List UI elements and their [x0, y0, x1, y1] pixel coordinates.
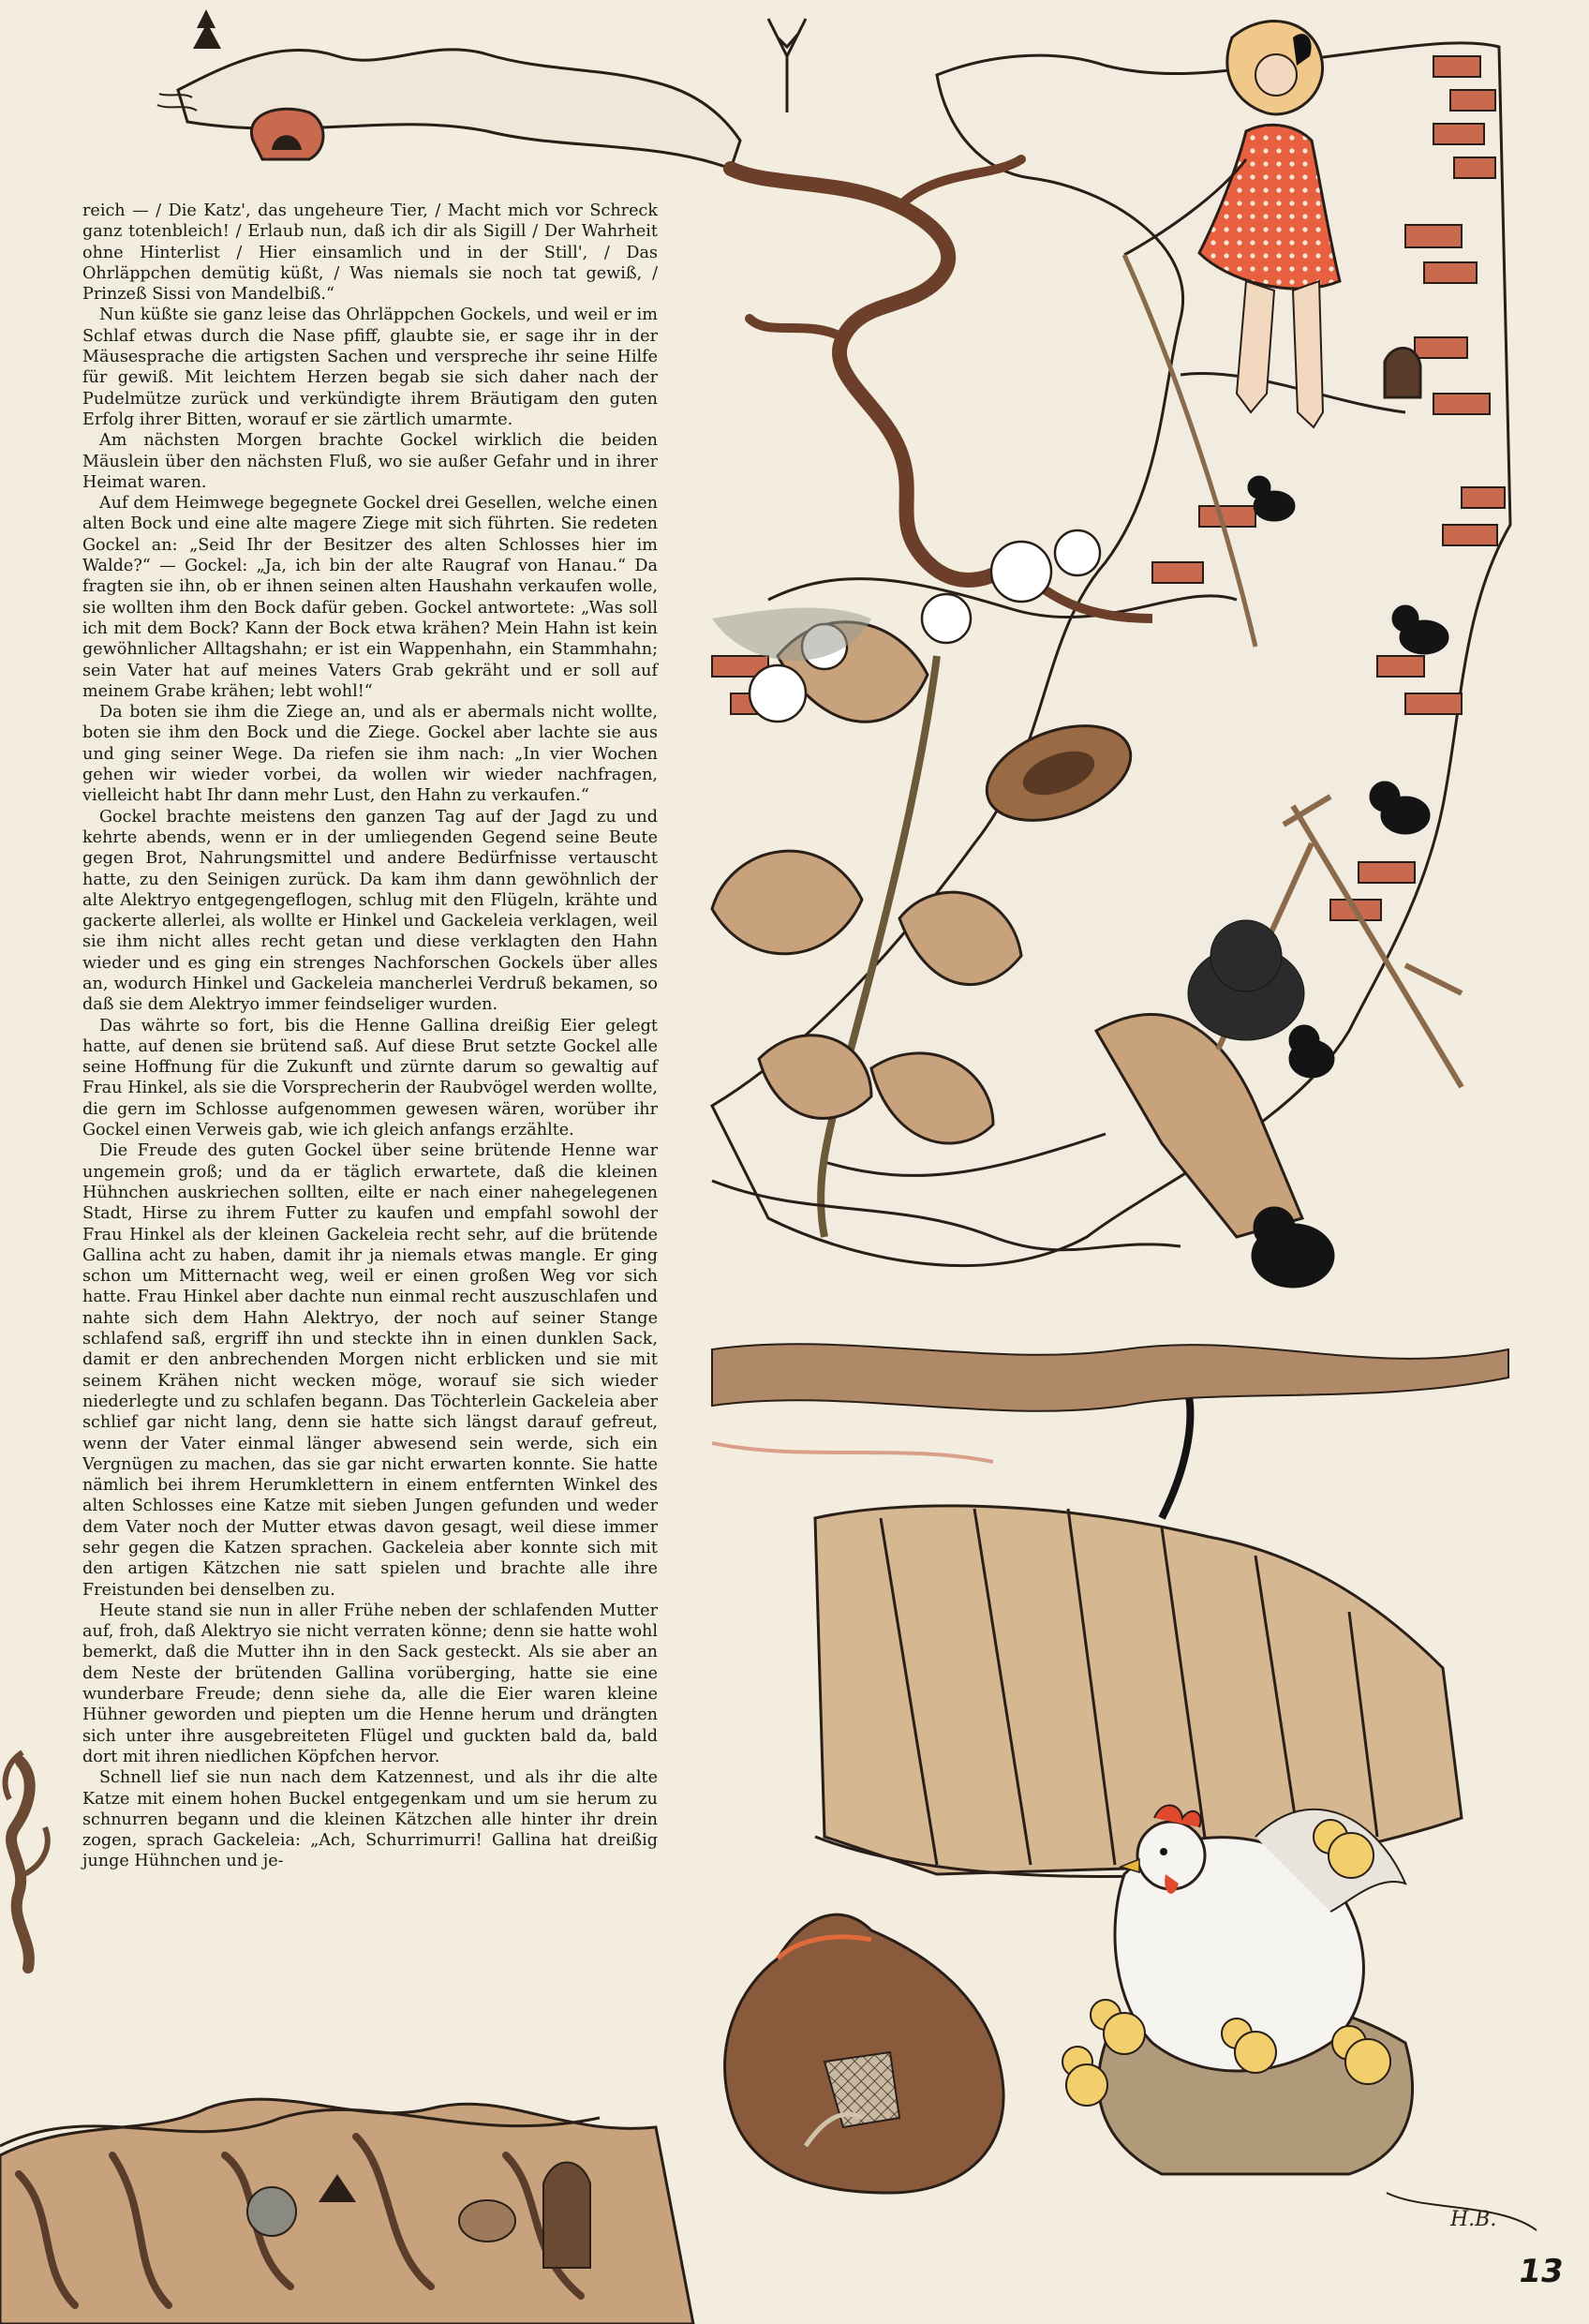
story-paragraph-2: Nun küßte sie ganz leise das Ohrläppchen Gockels, und weil er im Schlaf etwas durch die Nase pfiff, glaubte sie, er sage ihr in der Mäusesprache die artigsten Sachen und verspreche ihr seine Hilfe für gewiß. Mit leichtem Herzen begab sie sich daher nach der Pudelmütze zurück und verkündigte ihrem Bräutigam den guten Erfolg ihrer Bitten, worauf er sie zärtlich umarmte.	[82, 305, 658, 429]
page-number: 13	[1515, 2253, 1567, 2290]
story-paragraph-3: Am nächsten Morgen brachte Gockel wirklich die beiden Mäuslein über den nächsten Fluß, wo sie außer Gefahr und in ihrer Heimat waren.	[82, 431, 658, 492]
root-tangle-illustration	[0, 2099, 693, 2324]
story-paragraph-4: Auf dem Heimwege begegnete Gockel drei Gesellen, welche einen alten Bock und eine alte magere Ziege mit sich führten. Sie redeten Gockel an: „Seid Ihr der Besitzer des alten Schlosses hier im Walde?“ — Gockel: „Ja, ich bin der alte Raugraf von Hanau.“ Da fragten sie ihn, ob er ihnen seinen alten Haushahn verkaufen wolle, sie wollten ihm den Bock dafür geben. Gockel antwortete: „Was soll ich mit dem Bock? Kann der Bock etwa krähen? Mein Hahn ist kein gewöhnlicher Alltagshahn; er ist ein Wappenhahn, ein Stammhahn; sein Vater hat auf meines Vaters Grab gekräht und er soll auf meinem Grabe krähen; lebt wohl!“	[82, 494, 658, 701]
story-paragraph-10: Schnell lief sie nun nach dem Katzennest, und als ihr die alte Katze mit einem hohen Buckel entgegenkam und um sie herum zu schnurren begann und die kleinen Kätzchen alle hinter ihr drein zogen, sprach Gackeleia: „Ach, Schurrimurri! Gallina hat dreißig junge Hühnchen und je-	[82, 1768, 658, 1871]
top-landscape-illustration	[157, 9, 806, 169]
sack-illustration	[725, 1914, 1003, 2193]
left-vine-illustration	[6, 1752, 48, 1968]
story-paragraph-7: Das währte so fort, bis die Henne Gallina dreißig Eier gelegt hatte, auf denen sie brütend saß. Auf diese Brut setzte Gockel alle seine Hoffnung für die Zukunft und zürnte darum so gewaltig auf Frau Hinkel, als sie die Vorsprecherin der Raubvögel werden wollte, die gern im Schlosse aufgenommen gewesen wären, worüber ihr Gockel einen Verweis gab, wie ich gleich anfangs erzählte.	[82, 1016, 658, 1140]
story-paragraph-5: Da boten sie ihm die Ziege an, und als er abermals nicht wollte, boten sie ihm den Bock und die Ziege. Gockel aber lachte sie aus und ging seiner Wege. Da riefen sie ihm nach: „In vier Wochen gehen wir wieder vorbei, da wollen wir wieder nachfragen, vielleicht habt Ihr dann mehr Lust, den Hahn zu verkaufen.“	[82, 703, 658, 806]
story-paragraph-9: Heute stand sie nun in aller Frühe neben der schlafenden Mutter auf, froh, daß Alektryo sie nicht verraten könne; denn sie hatte wohl bemerkt, daß die Mutter ihn in den Sack gesteckt. Als sie aber an dem Neste der brütenden Gallina vorüberging, hatte sie eine wunderbare Freude; denn siehe da, alle die Eier waren kleine Hühner geworden und piepten um die Henne herum und drängten sich unter ihre ausgebreiteten Flügel und guckten bald da, bald dort mit ihren niedlichen Köpfchen hervor.	[82, 1601, 658, 1766]
story-text-column	[82, 201, 658, 1872]
story-paragraph-6: Gockel brachte meistens den ganzen Tag auf der Jagd zu und kehrte abends, wenn er in der umliegenden Gegend seine Beute gegen Brot, Nahrungsmittel und andere Bedürfnisse vertauscht hatte, zu den Seinigen zurück. Da kam ihm dann gewöhnlich der alte Alektryo entgegengeflogen, schlug mit den Flügeln, krähte und gackerte allerlei, als wollte er Hinkel und Gackeleia verklagen, weil sie ihm nicht alles recht getan und diese verklagten den Hahn wieder und es ging ein strenges Nachforschen Gockels über alles an, wodurch Hinkel und Gackeleia mancherlei Verdruß bekamen, so daß sie dem Alektryo immer feindseliger wurden.	[82, 807, 658, 1015]
story-paragraph-1: reich — / Die Katz', das ungeheure Tier, / Macht mich vor Schreck ganz totenbleich! / Erlaub nun, daß ich dir als Sigill / Der Wahrheit ohne Hinterlist / Hier einsamlich und in der Still', / Das Ohrläppchen demütig küßt, / Was niemals sie noch tat gewiß, / Prinzeß Sissi von Mandelbiß.“	[82, 201, 658, 305]
story-paragraph-8: Die Freude des guten Gockel über seine brütende Henne war ungemein groß; und da er täglich erwartete, daß die kleinen Hühnchen auskriechen sollten, eilte er nach einer nahegelegenen Stadt, Hirse zu ihrem Futter zu kaufen und empfahl sowohl der Frau Hinkel als der kleinen Gackeleia recht sehr, auf die brütende Gallina acht zu haben, damit ihr ja niemals etwas mangle. Er ging schon um Mitternacht weg, weil er einen großen Weg vor sich hatte. Frau Hinkel aber dachte nun einmal recht auszuschlafen und nahte sich dem Hahn Alektryo, der noch auf seiner Stange schlafend saß, ergriff ihn und steckte ihn in einen dunklen Sack, damit er den anbrechenden Morgen nicht erblicken und sie mit seinem Krähen nicht wecken möge, worauf sie sich wieder niederlegte und zu schlafen begann. Das Töchterlein Gackeleia aber schlief gar nicht lang, denn sie hatte sich längst darauf gefreut, wenn der Vater einmal länger abwesend sein werde, sich ein Vergnügen zu machen, das sie gar nicht erwarten konnte. Sie hatte nämlich bei ihrem Herumklettern in einem entfernten Winkel des alten Schlosses eine Katze mit sieben Jungen gefunden und weder dem Vater noch der Mutter etwas davon gesagt, weil diese immer sehr gegen die Katzen sprachen. Gackeleia aber konnte sich mit den artigen Kätzchen nie satt spielen und brachte alle ihre Freistunden bei denselben zu.	[82, 1141, 658, 1600]
artist-signature: H.B.	[1450, 2208, 1497, 2231]
